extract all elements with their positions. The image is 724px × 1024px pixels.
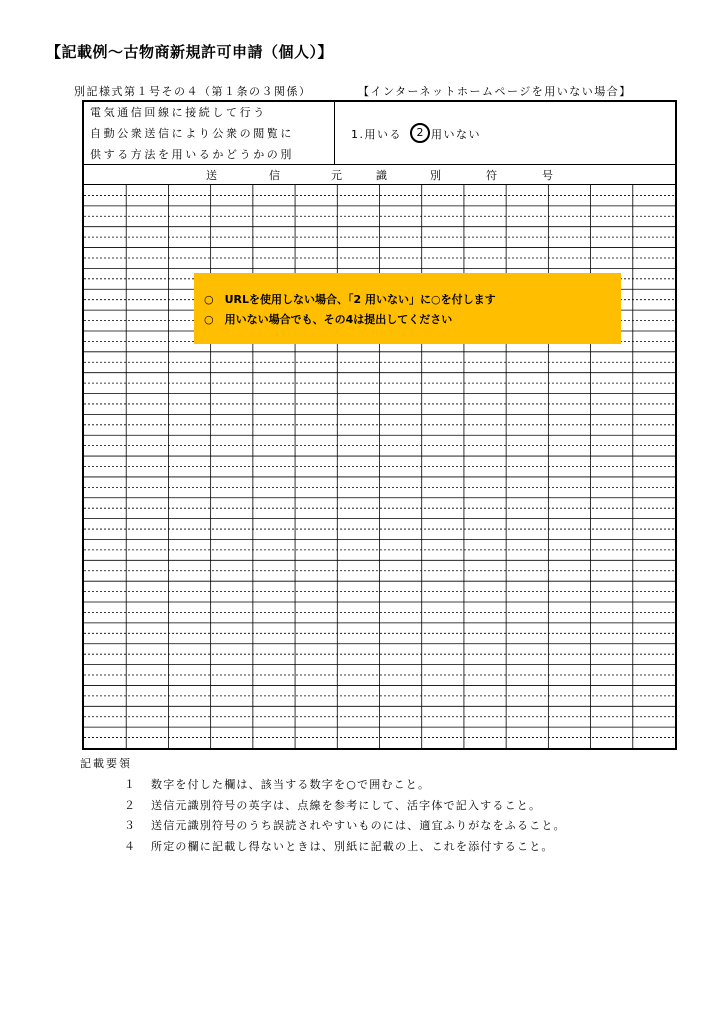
code-header-char: 号 bbox=[542, 169, 553, 182]
instruction-number: １ bbox=[124, 778, 137, 791]
instruction-number: ３ bbox=[124, 819, 137, 832]
answer-cell bbox=[335, 102, 675, 165]
code-header-char: 符 bbox=[486, 169, 497, 182]
code-header-char: 識 bbox=[376, 169, 387, 182]
answer-option-2-label[interactable]: 用いない bbox=[431, 128, 481, 141]
instruction-text: 送信元識別符号の英字は、点線を参考にして、活字体で記入すること。 bbox=[151, 798, 542, 812]
page-title: 【記載例～古物商新規許可申請（個人）】 bbox=[46, 43, 334, 61]
instruction-number: ２ bbox=[124, 798, 137, 812]
question-line: 供する方法を用いるかどうかの別 bbox=[90, 148, 294, 161]
instruction-text: 数字を付した欄は、該当する数字を○で囲むこと。 bbox=[151, 778, 431, 791]
instructions-title: 記載要領 bbox=[80, 757, 132, 770]
source-id-code-grid[interactable] bbox=[84, 185, 675, 748]
code-header-char: 信 bbox=[269, 169, 280, 182]
instruction-text: 送信元識別符号のうち誤読されやすいものには、適宜ふりがなをふること。 bbox=[151, 819, 566, 832]
form-frame bbox=[82, 100, 677, 750]
question-line: 電気通信回線に接続して行う bbox=[90, 106, 267, 119]
form-id: 別記様式第１号その４（第１条の３関係） bbox=[74, 85, 312, 98]
callout-note: ○ 用いない場合でも、その4は提出してください bbox=[204, 313, 453, 326]
question-cell bbox=[84, 102, 335, 165]
form-header bbox=[74, 83, 632, 99]
code-header-char: 送 bbox=[206, 169, 217, 182]
code-header-char: 元 bbox=[331, 169, 342, 182]
source-id-code-header bbox=[84, 165, 675, 185]
instruction-text: 所定の欄に記載し得ないときは、別紙に記載の上、これを添付すること。 bbox=[151, 839, 554, 853]
answer-option-1[interactable]: 1.用いる bbox=[351, 128, 402, 141]
code-header-char: 別 bbox=[430, 169, 441, 182]
callout-note: ○ URLを使用しない場合、「2 用いない」に○を付します bbox=[204, 293, 496, 306]
instruction-callout bbox=[194, 273, 621, 344]
form-variant-note: 【インターネットホームページを用いない場合】 bbox=[358, 85, 632, 98]
answer-option-2-circled-number[interactable]: 2 bbox=[410, 123, 430, 143]
question-line: 自動公衆送信により公衆の閲覧に bbox=[90, 127, 294, 140]
instruction-number: ４ bbox=[124, 839, 137, 853]
